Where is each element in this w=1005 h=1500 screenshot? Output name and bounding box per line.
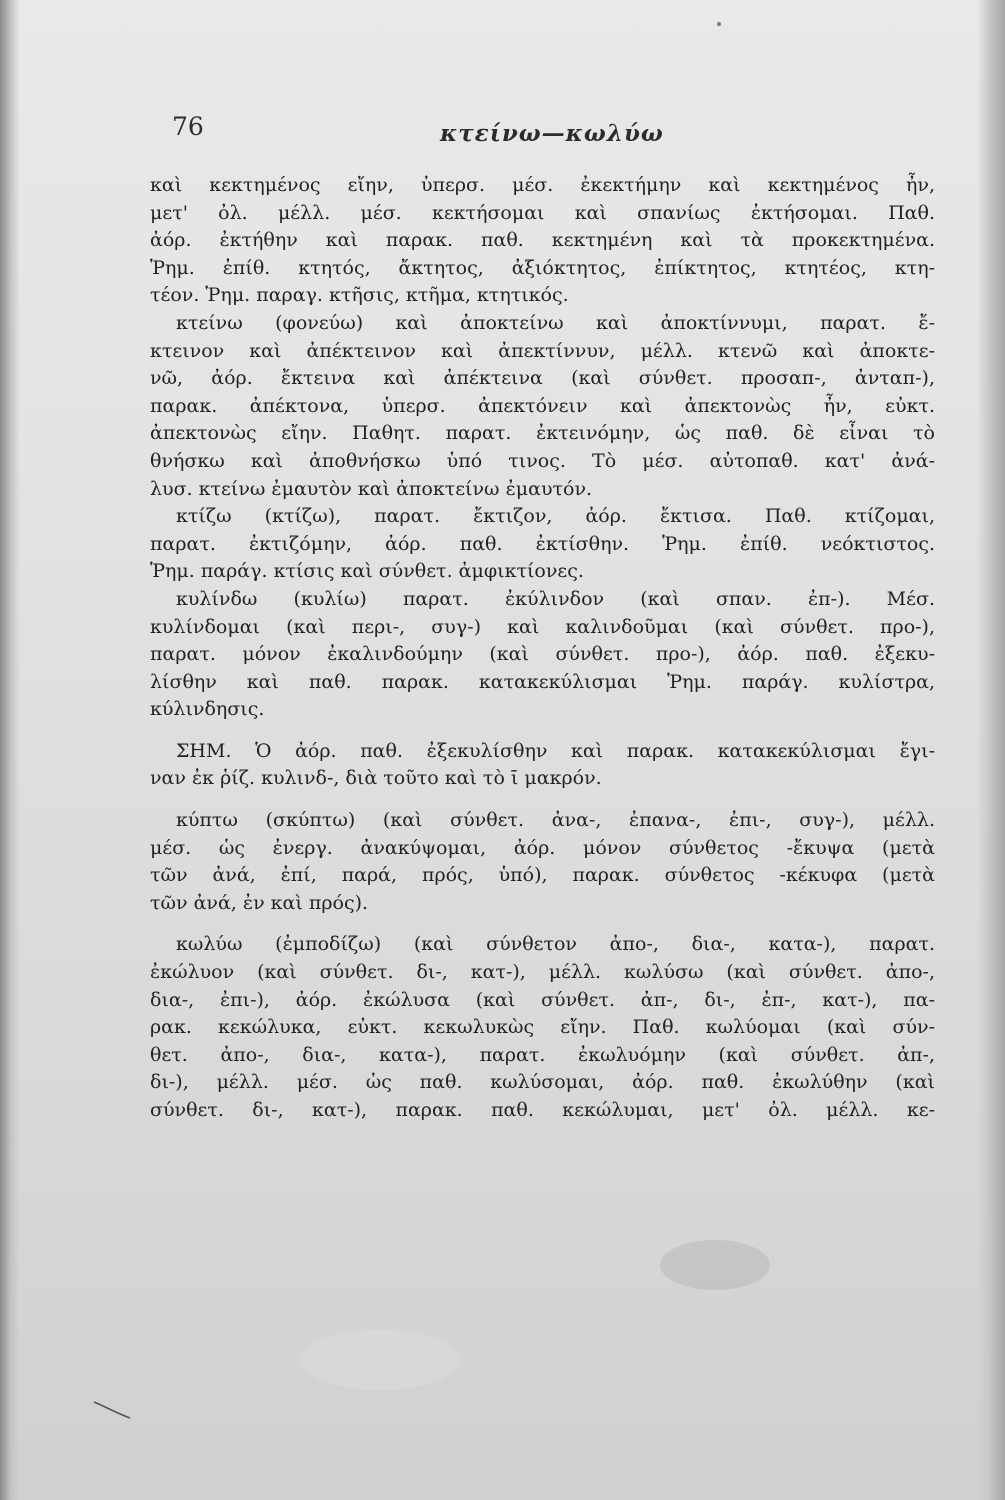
text-line: παρακ. ἀπέκτονα, ὑπερσ. ἀπεκτόνειν καὶ ἀπεκτονὼς ἦν, εὐκτ. [150, 394, 935, 417]
text-line: δια-, ἐπι-), ἀόρ. ἐκώλυσα (καὶ σύνθετ. ἀπ-, δι-, ἐπ-, κατ-), πα- [150, 988, 935, 1011]
text-line: κυλίνδομαι (καὶ περι-, συγ-) καὶ καλινδοῦμαι (καὶ σύνθετ. προ-), [150, 615, 935, 638]
text-line: σύνθετ. δι-, κατ-), παρακ. παθ. κεκώλυμαι, μετ' ὀλ. μέλλ. κε- [150, 1099, 935, 1121]
entry-headword-line: κτείνω (φονεύω) καὶ ἀποκτείνω καὶ ἀποκτίννυμι, παρατ. ἔ- [176, 311, 935, 334]
page-number: 76 [172, 112, 204, 141]
text-line: κτεινον καὶ ἀπέκτεινον καὶ ἀπεκτίννυν, μέλλ. κτενῶ καὶ ἀποκτε- [150, 339, 935, 362]
note-line: ΣΗΜ. Ὁ ἀόρ. παθ. ἐξεκυλίσθην καὶ παρακ. κατακεκύλισμαι ἔγι- [176, 739, 935, 762]
text-line: λυσ. κτείνω ἐμαυτὸν καὶ ἀποκτείνω ἐμαυτόν. [150, 477, 593, 500]
dictionary-body [150, 172, 935, 1125]
paper-scuff [660, 1240, 770, 1290]
text-line: ρακ. κεκώλυκα, εὐκτ. κεκωλυκὼς εἴην. Παθ. κωλύομαι (καὶ σύν- [150, 1016, 935, 1039]
page-right-edge-shadow [977, 0, 1005, 1500]
text-line: παρατ. μόνον ἐκαλινδούμην (καὶ σύνθετ. προ-), ἀόρ. παθ. ἐξεκυ- [150, 643, 935, 666]
text-line: τῶν ἀνά, ἐν καὶ πρός). [150, 891, 369, 914]
text-line: θνήσκω καὶ ἀποθνήσκω ὑπό τινος. Τὸ μέσ. αὐτοπαθ. κατ' ἀνά- [150, 449, 935, 472]
text-line: ἀόρ. ἐκτήθην καὶ παρακ. παθ. κεκτημένη καὶ τὰ προκεκτημένα. [150, 229, 935, 252]
note-line: ναν ἐκ ῥίζ. κυλινδ-, διὰ τοῦτο καὶ τὸ ῑ μακρόν. [150, 767, 602, 790]
entry-headword-line: κύπτω (σκύπτω) (καὶ σύνθετ. ἀνα-, ἐπανα-, ἐπι-, συγ-), μέλλ. [176, 809, 935, 832]
text-line: παρατ. ἐκτιζόμην, ἀόρ. παθ. ἐκτίσθην. Ῥημ. ἐπίθ. νεόκτιστος. [150, 532, 935, 555]
text-line: δι-), μέλλ. μέσ. ὡς παθ. κωλύσομαι, ἀόρ. παθ. ἐκωλύθην (καὶ [150, 1071, 935, 1094]
text-line: κύλινδησις. [150, 698, 265, 721]
text-line: ἐκώλυον (καὶ σύνθετ. δι-, κατ-), μέλλ. κωλύσω (καὶ σύνθετ. ἀπο-, [150, 961, 935, 984]
text-line: νῶ, ἀόρ. ἔκτεινα καὶ ἀπέκτεινα (καὶ σύνθετ. προσαπ-, ἀνταπ-), [150, 367, 935, 390]
paper-scuff [300, 1330, 460, 1390]
entry-headword-line: κτίζω (κτίζω), παρατ. ἔκτιζον, ἀόρ. ἔκτισα. Παθ. κτίζομαι, [176, 505, 935, 528]
text-line: θετ. ἀπο-, δια-, κατα-), παρατ. ἐκωλυόμην (καὶ σύνθετ. ἀπ-, [150, 1043, 935, 1066]
text-line: μέσ. ὡς ἐνεργ. ἀνακύψομαι, ἀόρ. μόνον σύνθετος -ἔκυψα (μετὰ [150, 836, 935, 859]
text-line: ἀπεκτονὼς εἴην. Παθητ. παρατ. ἐκτεινόμην, ὡς παθ. δὲ εἶναι τὸ [150, 422, 935, 445]
text-line: Ῥημ. παράγ. κτίσις καὶ σύνθετ. ἀμφικτίονες. [150, 560, 584, 583]
running-head: κτείνω—κωλύω [440, 120, 664, 147]
page-left-edge-shadow [0, 0, 20, 1500]
text-line: Ῥημ. ἐπίθ. κτητός, ἄκτητος, ἀξιόκτητος, ἐπίκτητος, κτητέος, κτη- [150, 256, 935, 279]
text-line: μετ' ὀλ. μέλλ. μέσ. κεκτήσομαι καὶ σπανίως ἐκτήσομαι. Παθ. [150, 201, 935, 224]
entry-headword-line: κυλίνδω (κυλίω) παρατ. ἐκύλινδον (καὶ σπαν. ἐπ-). Μέσ. [176, 587, 935, 610]
text-line: τῶν ἀνά, ἐπί, παρά, πρός, ὑπό), παρακ. σύνθετος -κέκυφα (μετὰ [150, 864, 935, 887]
stray-ink-dot [717, 22, 721, 26]
text-line: καὶ κεκτημένος εἴην, ὑπερσ. μέσ. ἐκεκτήμην καὶ κεκτημένος ἦν, [150, 174, 935, 196]
stray-pencil-mark [92, 1398, 132, 1420]
text-line: τέον. Ῥημ. παραγ. κτῆσις, κτῆμα, κτητικός. [150, 284, 569, 307]
text-line: λίσθην καὶ παθ. παρακ. κατακεκύλισμαι Ῥημ. παράγ. κυλίστρα, [150, 670, 935, 693]
entry-headword-line: κωλύω (ἐμποδίζω) (καὶ σύνθετον ἀπο-, δια-, κατα-), παρατ. [176, 933, 935, 956]
